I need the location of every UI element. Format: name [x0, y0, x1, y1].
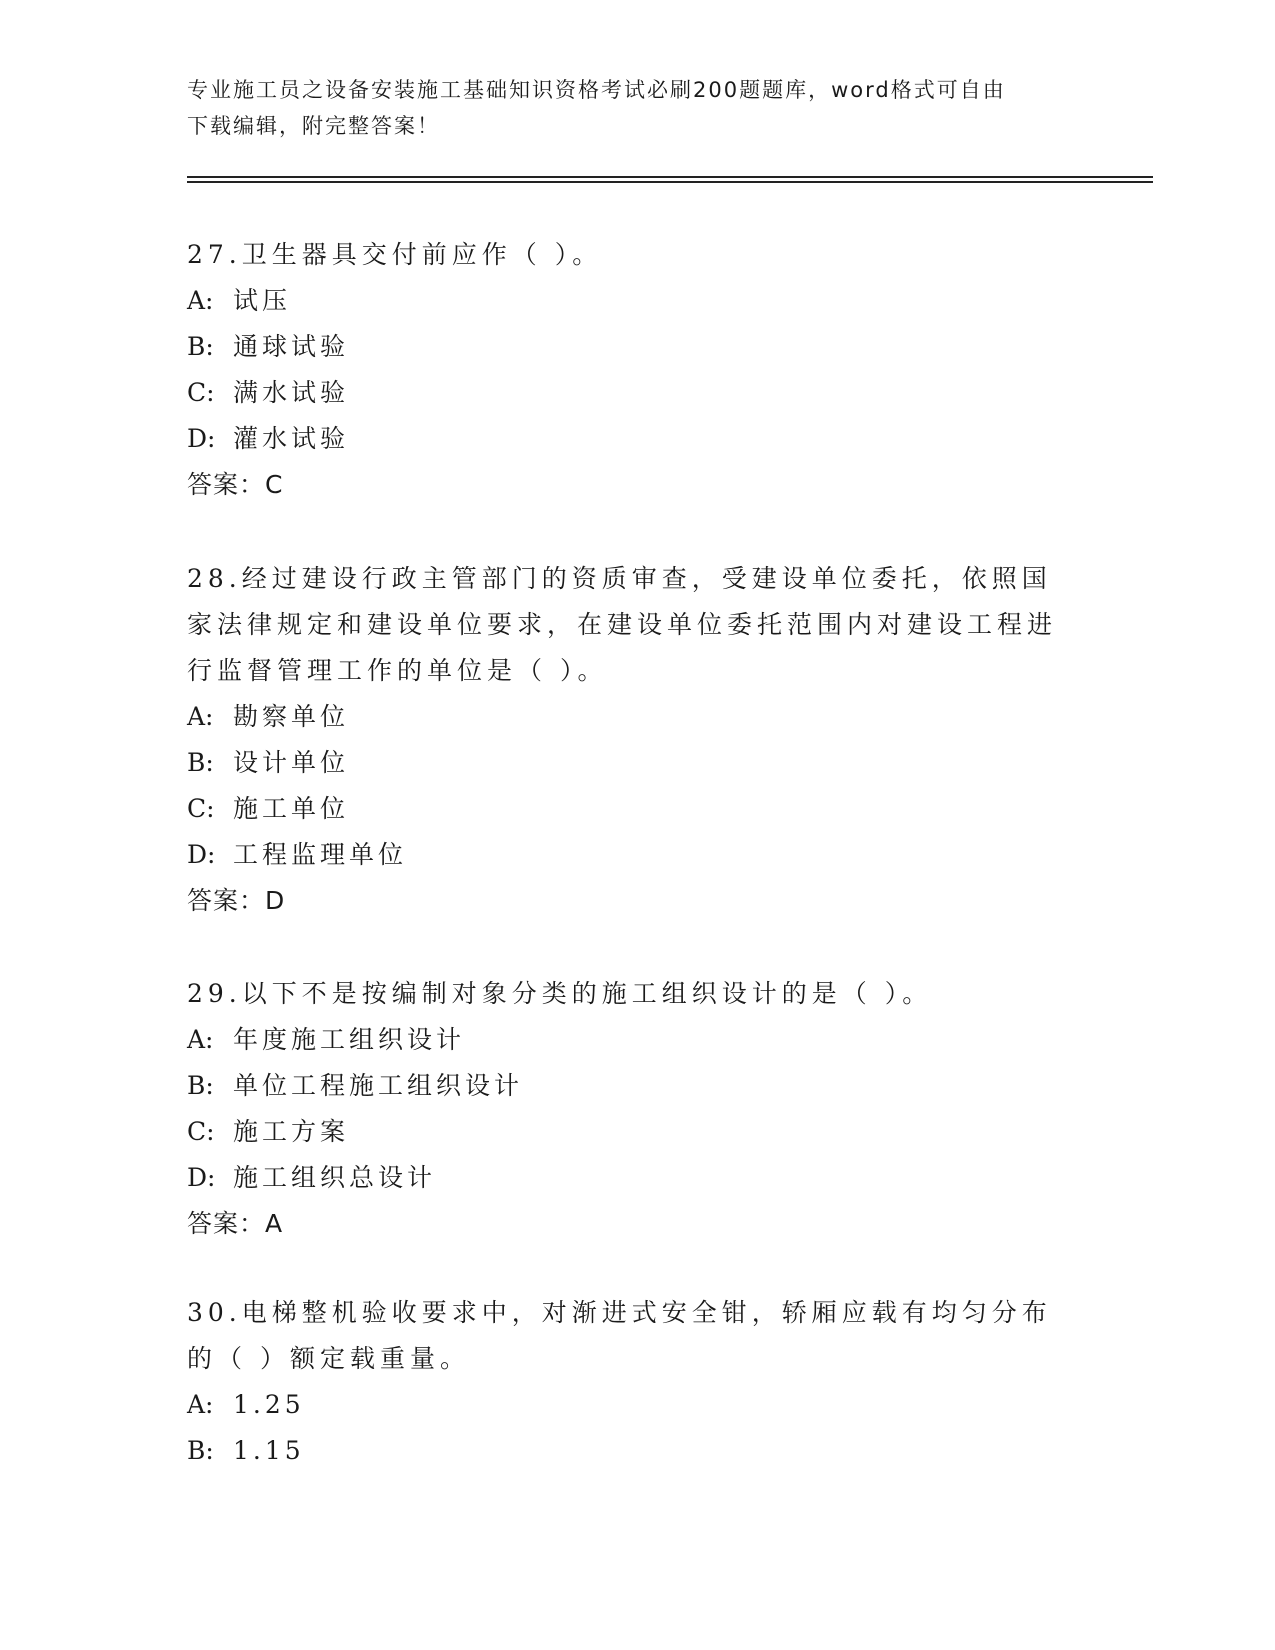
- option-a: [187, 1017, 1067, 1063]
- option-text: 设计单位: [233, 748, 350, 777]
- question-stem: 30.电梯整机验收要求中，对渐进式安全钳，轿厢应载有均匀分布的（ ）额定载重量。: [187, 1298, 1052, 1373]
- option-text: 年度施工组织设计: [233, 1025, 466, 1054]
- option-text: 施工方案: [233, 1117, 350, 1146]
- answer-label: 答案：A: [187, 1209, 284, 1238]
- question-28: [187, 556, 1067, 924]
- option-b: [187, 1428, 1067, 1474]
- option-b: [187, 1063, 1067, 1109]
- option-c: [187, 786, 1067, 832]
- option-text: 勘察单位: [233, 702, 350, 731]
- option-key: B:: [187, 332, 214, 361]
- option-text: 工程监理单位: [233, 840, 408, 869]
- question-stem: 27.卫生器具交付前应作（ ）。: [187, 240, 603, 269]
- header-divider-bottom: [187, 181, 1153, 183]
- question-27: [187, 232, 1067, 508]
- option-b: [187, 324, 1067, 370]
- option-key: A:: [187, 1390, 214, 1419]
- option-d: [187, 1155, 1067, 1201]
- option-key: B:: [187, 1436, 214, 1465]
- option-key: D:: [187, 424, 216, 453]
- header-line-2: 下载编辑，附完整答案！: [187, 114, 440, 138]
- header-divider-top: [187, 176, 1153, 178]
- option-key: C:: [187, 794, 215, 823]
- question-stem: 28.经过建设行政主管部门的资质审查，受建设单位委托，依照国家法律规定和建设单位要求，在建设单位委托范围内对建设工程进行监督管理工作的单位是（ ）。: [187, 564, 1058, 685]
- option-text: 1.15: [233, 1436, 305, 1465]
- header-line-1: 专业施工员之设备安装施工基础知识资格考试必刷200题题库，word格式可自由: [187, 78, 1006, 102]
- option-key: C:: [187, 378, 215, 407]
- option-key: D:: [187, 1163, 216, 1192]
- option-text: 单位工程施工组织设计: [233, 1071, 524, 1100]
- option-key: B:: [187, 748, 214, 777]
- option-key: A:: [187, 702, 214, 731]
- option-d: [187, 416, 1067, 462]
- option-text: 通球试验: [233, 332, 350, 361]
- option-text: 1.25: [233, 1390, 305, 1419]
- option-text: 灌水试验: [233, 424, 350, 453]
- option-c: [187, 1109, 1067, 1155]
- option-a: [187, 1382, 1067, 1428]
- answer-label: 答案：C: [187, 470, 284, 499]
- option-key: A:: [187, 1025, 214, 1054]
- option-key: D:: [187, 840, 216, 869]
- option-a: [187, 278, 1067, 324]
- option-text: 施工单位: [233, 794, 350, 823]
- option-key: B:: [187, 1071, 214, 1100]
- option-key: A:: [187, 286, 214, 315]
- question-29: [187, 971, 1067, 1247]
- document-header: [187, 72, 1087, 144]
- option-a: [187, 694, 1067, 740]
- option-d: [187, 832, 1067, 878]
- option-c: [187, 370, 1067, 416]
- option-key: C:: [187, 1117, 215, 1146]
- option-text: 施工组织总设计: [233, 1163, 437, 1192]
- option-text: 满水试验: [233, 378, 350, 407]
- answer-label: 答案：D: [187, 886, 286, 915]
- option-text: 试压: [233, 286, 292, 315]
- question-30: [187, 1290, 1067, 1474]
- option-b: [187, 740, 1067, 786]
- question-stem: 29.以下不是按编制对象分类的施工组织设计的是（ ）。: [187, 979, 933, 1008]
